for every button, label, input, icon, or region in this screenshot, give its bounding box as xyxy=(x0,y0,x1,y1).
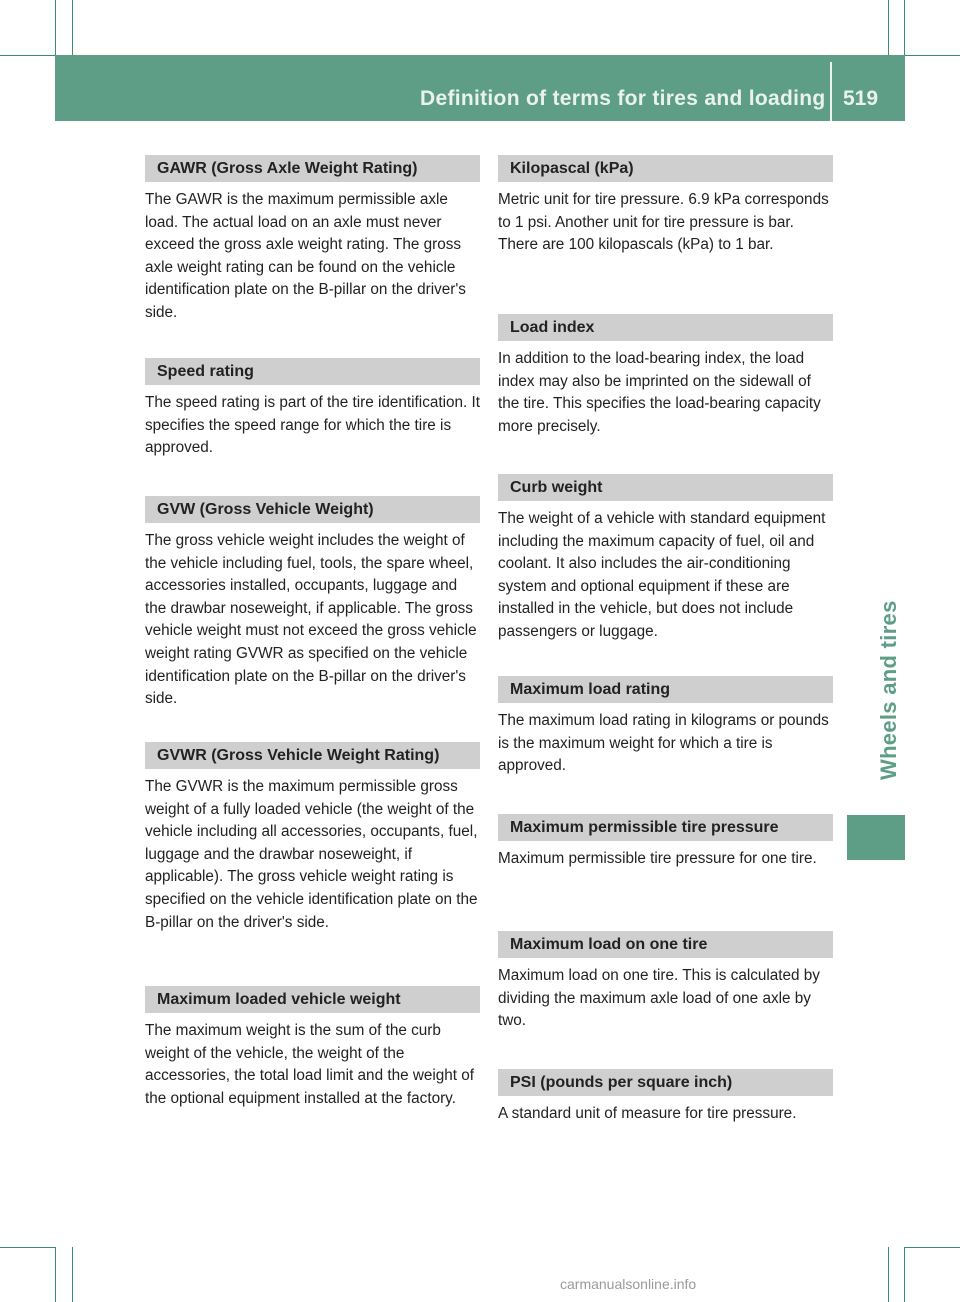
section-heading: Maximum load on one tire xyxy=(498,931,833,958)
section-body: Maximum load on one tire. This is calculated by dividing the maximum axle load of one axle by two. xyxy=(498,967,820,1030)
section-body: The maximum load rating in kilograms or pounds is the maximum weight for which a tire is approved. xyxy=(498,712,829,775)
page-title: Definition of terms for tires and loading xyxy=(420,87,826,110)
section-speed-rating xyxy=(145,358,480,460)
section-body: The gross vehicle weight includes the weight of the vehicle including fuel, tools, the spare wheel, accessories installed, occupants, luggage and the drawbar noseweight, if applicable. The gross vehicle weight must not exceed the gross vehicle weight rating GVWR as specified on the vehicle identification plate on the B-pillar on the driver's side. xyxy=(145,532,477,708)
section-heading: Maximum permissible tire pressure xyxy=(498,814,833,841)
section-max-load-rating xyxy=(498,676,833,778)
section-gvwr xyxy=(145,742,480,934)
section-heading: Kilopascal (kPa) xyxy=(498,155,833,182)
page-number: 519 xyxy=(843,87,879,110)
section-curb-weight xyxy=(498,474,833,644)
section-heading: Speed rating xyxy=(145,358,480,385)
section-heading: Maximum loaded vehicle weight xyxy=(145,986,480,1013)
section-heading: GAWR (Gross Axle Weight Rating) xyxy=(145,155,480,182)
section-body: The weight of a vehicle with standard equipment including the maximum capacity of fuel, oil and coolant. It also includes the air-conditioning system and optional equipment if these are installed in the vehicle, but does not include passengers or luggage. xyxy=(498,510,826,640)
section-body: The GAWR is the maximum permissible axle load. The actual load on an axle must never exceed the gross axle weight rating. The gross axle weight rating can be found on the vehicle identification plate on the B-pillar on the driver's side. xyxy=(145,191,466,321)
watermark-text: carmanualsonline.info xyxy=(560,1276,697,1292)
section-max-tire-pressure xyxy=(498,814,833,871)
chapter-tab xyxy=(847,815,905,860)
section-body: A standard unit of measure for tire pressure. xyxy=(498,1105,797,1122)
section-body: The GVWR is the maximum permissible gross weight of a fully loaded vehicle (the weight of the vehicle including all accessories, occupants, fuel, luggage and the drawbar noseweight, if applicable). The gross vehicle weight rating is specified on the vehicle identification plate on the B-pillar on the driver's side. xyxy=(145,778,478,931)
chapter-label: Wheels and tires xyxy=(876,600,901,780)
section-heading: PSI (pounds per square inch) xyxy=(498,1069,833,1096)
section-heading: Load index xyxy=(498,314,833,341)
section-psi xyxy=(498,1069,833,1126)
section-gvw xyxy=(145,496,480,711)
section-load-index xyxy=(498,314,833,438)
section-body: The maximum weight is the sum of the curb weight of the vehicle, the weight of the accessories, the total load limit and the weight of the optional equipment installed at the factory. xyxy=(145,1022,475,1107)
section-body: Metric unit for tire pressure. 6.9 kPa corresponds to 1 psi. Another unit for tire pressure is bar. There are 100 kilopascals (kPa) to 1 bar. xyxy=(498,191,829,254)
section-max-load-one-tire xyxy=(498,931,833,1033)
section-gawr xyxy=(145,155,480,325)
section-body: In addition to the load-bearing index, the load index may also be imprinted on the sidewall of the tire. This specifies the load-bearing capacity more precisely. xyxy=(498,350,821,435)
section-heading: Curb weight xyxy=(498,474,833,501)
header-divider xyxy=(830,62,832,121)
section-body: The speed rating is part of the tire identification. It specifies the speed range for which the tire is approved. xyxy=(145,394,481,457)
section-heading: GVWR (Gross Vehicle Weight Rating) xyxy=(145,742,480,769)
section-heading: Maximum load rating xyxy=(498,676,833,703)
section-max-loaded-weight xyxy=(145,986,480,1110)
section-kilopascal xyxy=(498,155,833,257)
section-heading: GVW (Gross Vehicle Weight) xyxy=(145,496,480,523)
section-body: Maximum permissible tire pressure for one tire. xyxy=(498,850,817,867)
